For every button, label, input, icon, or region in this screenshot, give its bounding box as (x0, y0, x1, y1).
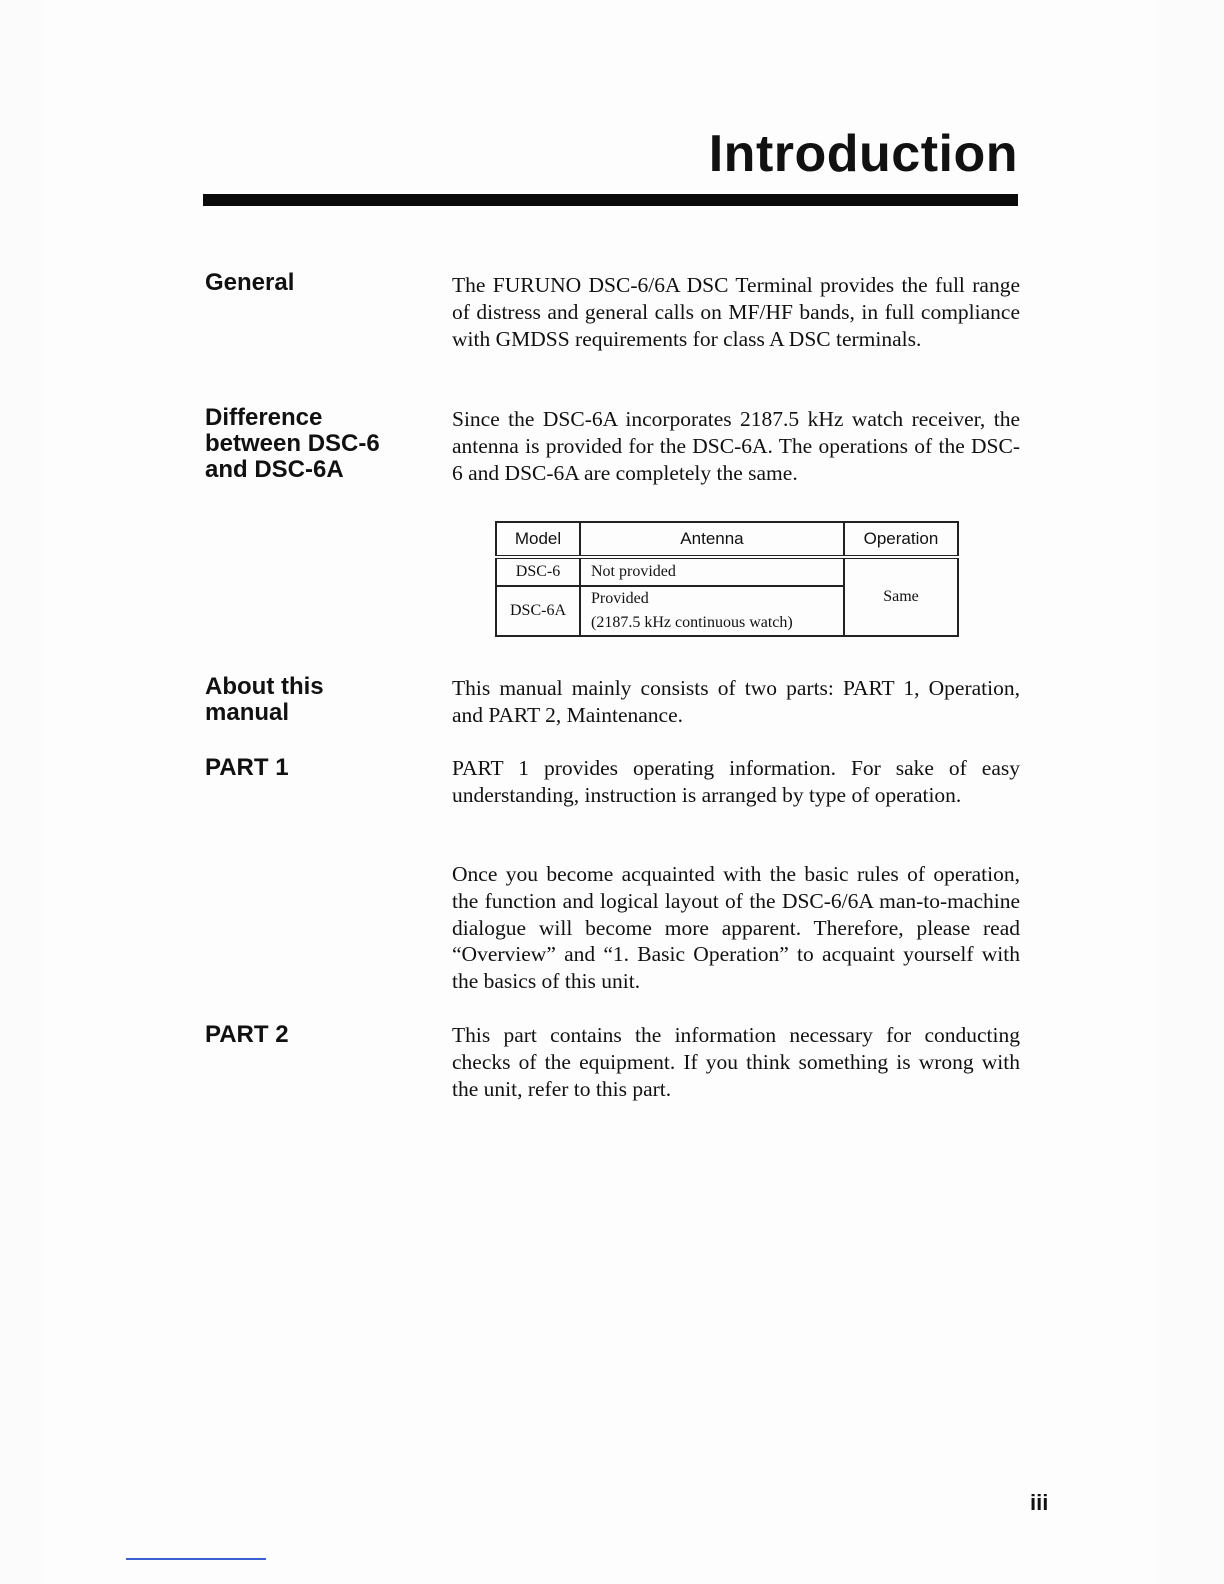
heading-difference (205, 405, 380, 483)
page-title: Introduction (708, 125, 1018, 183)
heading-about-line1: About this (205, 673, 324, 700)
heading-about-line2: manual (205, 699, 290, 726)
table-header-row (496, 522, 958, 557)
para-general: The FURUNO DSC-6/6A DSC Terminal provides the full range of distress and general calls on MF/HF bands, in full compliance with GMDSS requirements for class A DSC terminals. (452, 273, 1020, 351)
cell-model: DSC-6 (496, 557, 580, 586)
para-part2: This part contains the information necessary for conducting checks of the equipment. If you think something is wrong with the unit, refer to this part. (452, 1023, 1020, 1101)
model-table (495, 521, 959, 637)
header-model: Model (496, 522, 580, 557)
cell-antenna-line2: (2187.5 kHz continuous watch) (591, 614, 793, 631)
title-rule (203, 194, 1018, 206)
heading-general: General (205, 269, 295, 296)
para-about: This manual mainly consists of two parts: PART 1, Operation, and PART 2, Maintenance. (452, 676, 1020, 727)
footer-line (126, 1558, 266, 1560)
heading-about (205, 674, 324, 726)
heading-difference-line3: and DSC-6A (205, 456, 344, 483)
cell-operation: Same (844, 557, 958, 636)
cell-antenna: Not provided (580, 557, 844, 586)
table-row (496, 557, 958, 586)
cell-antenna (580, 586, 844, 636)
heading-difference-line2: between DSC-6 (205, 430, 380, 457)
heading-part1: PART 1 (205, 754, 289, 781)
heading-part2: PART 2 (205, 1021, 289, 1048)
header-antenna: Antenna (580, 522, 844, 557)
para-difference: Since the DSC-6A incorporates 2187.5 kHz watch receiver, the antenna is provided for the DSC-6A. The operations of the DSC-6 and DSC-6A are completely the same. (452, 407, 1020, 485)
para-part1-b: Once you become acquainted with the basic rules of operation, the function and logical layout of the DSC-6/6A man-to-machine dialogue will become more apparent. Therefore, please read “Overview” and “1. Basic Operation” to acquaint yourself with the basics of this unit. (452, 862, 1020, 994)
cell-model: DSC-6A (496, 586, 580, 636)
cell-antenna-line1: Provided (591, 590, 649, 607)
header-operation: Operation (844, 522, 958, 557)
page-number: iii (1030, 1490, 1049, 1515)
heading-difference-line1: Difference (205, 404, 323, 431)
para-part1-a: PART 1 provides operating information. For sake of easy understanding, instruction is arranged by type of operation. (452, 756, 1020, 807)
